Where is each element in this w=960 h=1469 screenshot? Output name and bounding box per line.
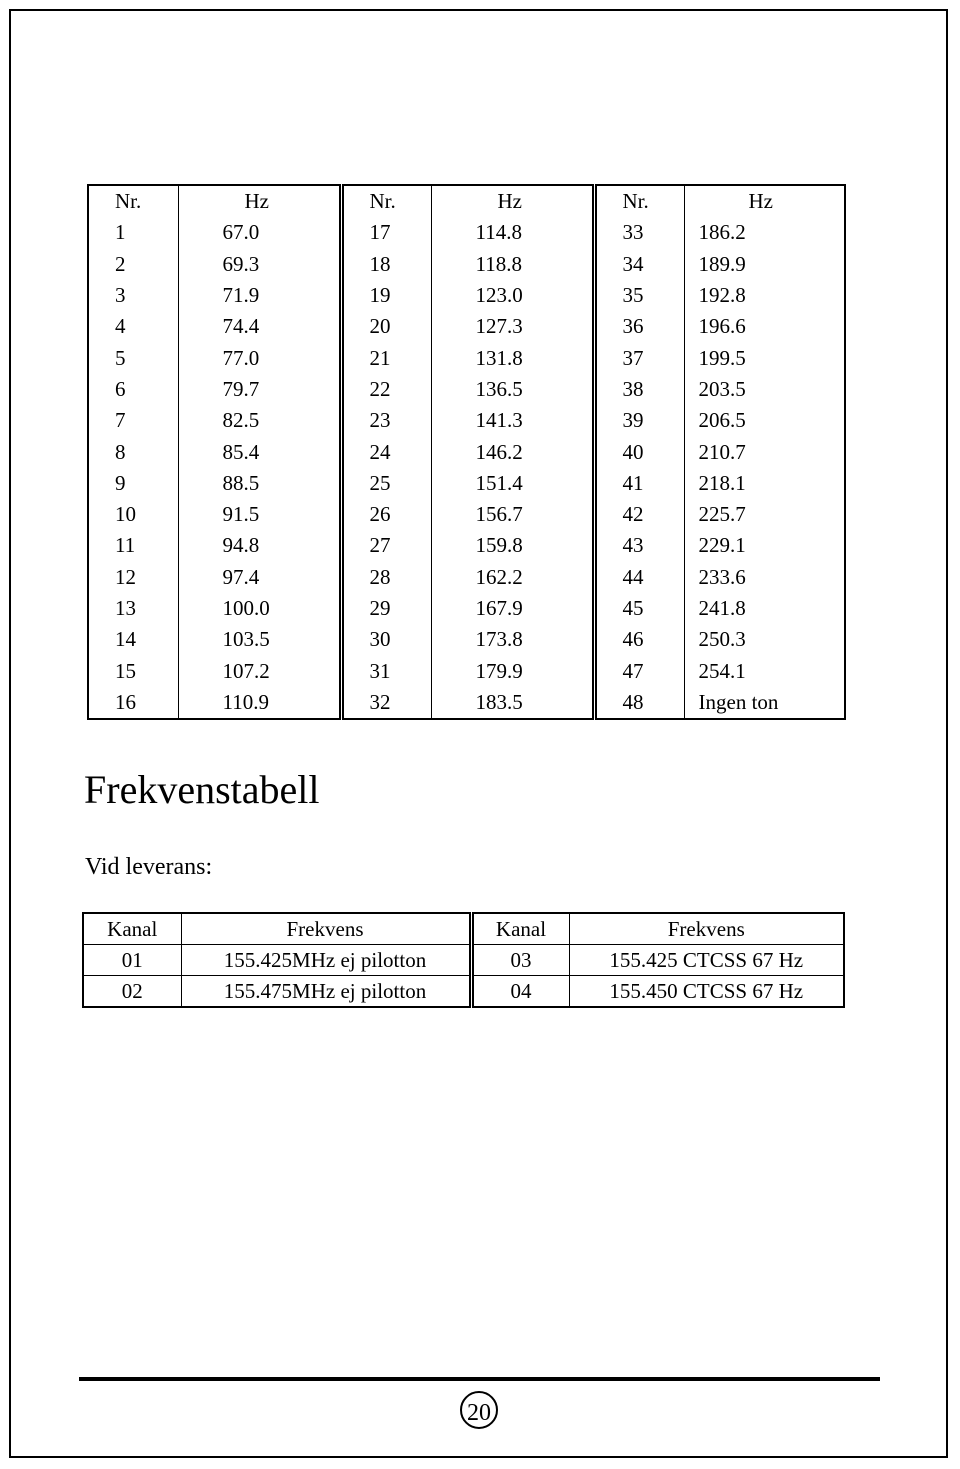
tone-frequency: 225.7 <box>684 499 845 530</box>
tone-frequency: 141.3 <box>431 405 594 436</box>
tone-number: 44 <box>594 562 684 593</box>
tone-number: 46 <box>594 624 684 655</box>
header-hz: Hz <box>684 185 845 217</box>
tone-number: 16 <box>88 687 178 719</box>
table-row <box>88 499 845 530</box>
tone-number: 47 <box>594 655 684 686</box>
tone-frequency: 250.3 <box>684 624 845 655</box>
tone-number: 24 <box>341 436 431 467</box>
header-nr: Nr. <box>341 185 431 217</box>
tone-number: 41 <box>594 468 684 499</box>
tone-number: 29 <box>341 593 431 624</box>
table-row <box>88 468 845 499</box>
tone-number: 32 <box>341 687 431 719</box>
header-nr: Nr. <box>88 185 178 217</box>
table-row <box>88 687 845 719</box>
tone-number: 15 <box>88 655 178 686</box>
tone-number: 22 <box>341 374 431 405</box>
header-kanal: Kanal <box>471 913 569 945</box>
tone-frequency: 85.4 <box>178 436 341 467</box>
default-frequency-table <box>82 912 845 1008</box>
tone-frequency: 218.1 <box>684 468 845 499</box>
channel-number: 02 <box>83 976 181 1008</box>
tone-number: 30 <box>341 624 431 655</box>
tone-number: 11 <box>88 530 178 561</box>
table-row <box>88 374 845 405</box>
tone-number: 10 <box>88 499 178 530</box>
table-row <box>83 945 844 976</box>
table-row <box>88 217 845 248</box>
tone-number: 1 <box>88 217 178 248</box>
header-hz: Hz <box>431 185 594 217</box>
tone-frequency: 229.1 <box>684 530 845 561</box>
tone-frequency: Ingen ton <box>684 687 845 719</box>
tone-frequency: 203.5 <box>684 374 845 405</box>
tone-frequency: 189.9 <box>684 249 845 280</box>
tone-frequency: 94.8 <box>178 530 341 561</box>
tone-number: 26 <box>341 499 431 530</box>
tone-number: 6 <box>88 374 178 405</box>
tone-number: 37 <box>594 342 684 373</box>
tone-frequency: 79.7 <box>178 374 341 405</box>
table-row <box>88 405 845 436</box>
tone-frequency: 123.0 <box>431 280 594 311</box>
header-frekvens: Frekvens <box>569 913 844 945</box>
tone-frequency: 196.6 <box>684 311 845 342</box>
tone-number: 2 <box>88 249 178 280</box>
tone-frequency: 114.8 <box>431 217 594 248</box>
tone-frequency: 82.5 <box>178 405 341 436</box>
tone-frequency: 97.4 <box>178 562 341 593</box>
channel-frequency: 155.475MHz ej pilotton <box>181 976 471 1008</box>
tone-number: 18 <box>341 249 431 280</box>
tone-frequency: 136.5 <box>431 374 594 405</box>
header-frekvens: Frekvens <box>181 913 471 945</box>
channel-frequency: 155.450 CTCSS 67 Hz <box>569 976 844 1008</box>
tone-frequency: 233.6 <box>684 562 845 593</box>
tone-frequency: 179.9 <box>431 655 594 686</box>
table-row <box>88 342 845 373</box>
tone-frequency: 156.7 <box>431 499 594 530</box>
page-number: 20 <box>460 1391 498 1429</box>
tone-frequency: 167.9 <box>431 593 594 624</box>
tone-frequency: 107.2 <box>178 655 341 686</box>
tone-number: 36 <box>594 311 684 342</box>
tone-frequency: 159.8 <box>431 530 594 561</box>
tone-number: 38 <box>594 374 684 405</box>
tone-frequency: 69.3 <box>178 249 341 280</box>
tone-frequency: 77.0 <box>178 342 341 373</box>
section-subtitle: Vid leverans: <box>85 854 213 880</box>
table-row <box>83 976 844 1008</box>
table-header-row <box>83 913 844 945</box>
table-row <box>88 530 845 561</box>
channel-frequency: 155.425MHz ej pilotton <box>181 945 471 976</box>
header-kanal: Kanal <box>83 913 181 945</box>
tone-number: 23 <box>341 405 431 436</box>
header-hz: Hz <box>178 185 341 217</box>
table-row <box>88 562 845 593</box>
table-row <box>88 655 845 686</box>
tone-number: 5 <box>88 342 178 373</box>
tone-frequency: 88.5 <box>178 468 341 499</box>
tone-number: 31 <box>341 655 431 686</box>
tone-frequency: 146.2 <box>431 436 594 467</box>
table-row <box>88 624 845 655</box>
tone-number: 35 <box>594 280 684 311</box>
tone-number: 33 <box>594 217 684 248</box>
tone-number: 12 <box>88 562 178 593</box>
tone-number: 14 <box>88 624 178 655</box>
ctcss-tone-table <box>87 184 846 720</box>
tone-frequency: 210.7 <box>684 436 845 467</box>
tone-frequency: 186.2 <box>684 217 845 248</box>
tone-frequency: 118.8 <box>431 249 594 280</box>
section-title: Frekvenstabell <box>84 767 320 812</box>
tone-number: 19 <box>341 280 431 311</box>
tone-number: 45 <box>594 593 684 624</box>
tone-frequency: 131.8 <box>431 342 594 373</box>
tone-number: 20 <box>341 311 431 342</box>
tone-frequency: 71.9 <box>178 280 341 311</box>
tone-frequency: 192.8 <box>684 280 845 311</box>
tone-number: 4 <box>88 311 178 342</box>
tone-number: 13 <box>88 593 178 624</box>
channel-number: 04 <box>471 976 569 1008</box>
tone-number: 28 <box>341 562 431 593</box>
tone-frequency: 100.0 <box>178 593 341 624</box>
table-row <box>88 311 845 342</box>
table-row <box>88 436 845 467</box>
table-row <box>88 593 845 624</box>
tone-frequency: 110.9 <box>178 687 341 719</box>
tone-number: 42 <box>594 499 684 530</box>
channel-number: 01 <box>83 945 181 976</box>
tone-frequency: 103.5 <box>178 624 341 655</box>
tone-frequency: 241.8 <box>684 593 845 624</box>
channel-number: 03 <box>471 945 569 976</box>
tone-number: 7 <box>88 405 178 436</box>
table-row <box>88 249 845 280</box>
tone-number: 40 <box>594 436 684 467</box>
tone-frequency: 206.5 <box>684 405 845 436</box>
tone-frequency: 199.5 <box>684 342 845 373</box>
tone-frequency: 127.3 <box>431 311 594 342</box>
channel-frequency: 155.425 CTCSS 67 Hz <box>569 945 844 976</box>
tone-frequency: 162.2 <box>431 562 594 593</box>
tone-number: 27 <box>341 530 431 561</box>
table-row <box>88 280 845 311</box>
tone-frequency: 254.1 <box>684 655 845 686</box>
tone-number: 8 <box>88 436 178 467</box>
tone-frequency: 67.0 <box>178 217 341 248</box>
tone-number: 25 <box>341 468 431 499</box>
tone-number: 9 <box>88 468 178 499</box>
tone-number: 21 <box>341 342 431 373</box>
tone-number: 3 <box>88 280 178 311</box>
tone-frequency: 74.4 <box>178 311 341 342</box>
tone-number: 34 <box>594 249 684 280</box>
header-nr: Nr. <box>594 185 684 217</box>
tone-frequency: 173.8 <box>431 624 594 655</box>
tone-number: 17 <box>341 217 431 248</box>
tone-frequency: 151.4 <box>431 468 594 499</box>
footer-rule <box>79 1377 880 1381</box>
tone-frequency: 183.5 <box>431 687 594 719</box>
tone-frequency: 91.5 <box>178 499 341 530</box>
tone-number: 43 <box>594 530 684 561</box>
table-header-row <box>88 185 845 217</box>
tone-number: 39 <box>594 405 684 436</box>
tone-number: 48 <box>594 687 684 719</box>
